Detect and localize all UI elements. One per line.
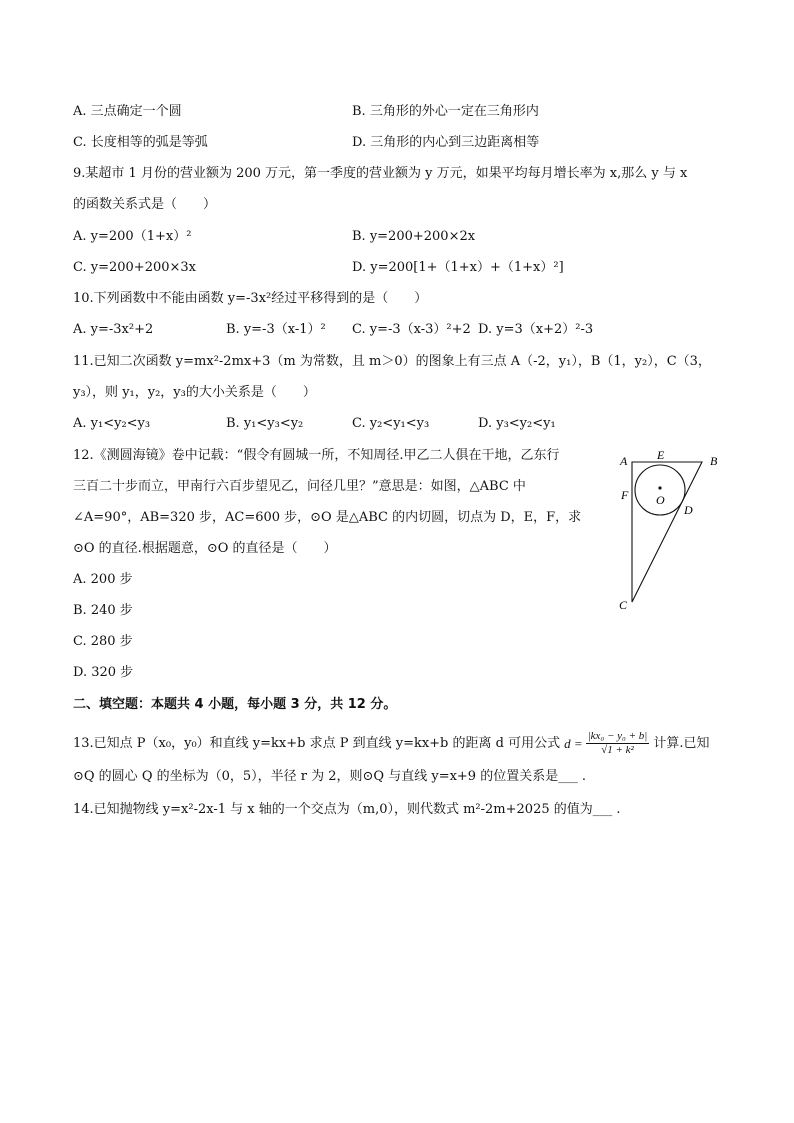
formula-numerator: |kx₀ − y₀ + b| <box>587 730 648 742</box>
q12-option-b: B. 240 步 <box>73 603 133 618</box>
label-b: B <box>710 454 718 468</box>
triangle-incircle-figure <box>612 447 732 617</box>
q13-line2: ⊙Q 的圆心 Q 的坐标为（0，5），半径 r 为 2，则⊙Q 与直线 y=x+9 的位置关系是___ . <box>73 769 586 784</box>
label-d: D <box>684 503 693 517</box>
q13-line1-pre: 13.已知点 P（x₀，y₀）和直线 y=kx+b 求点 P 到直线 y=kx+b 的距离 d 可用公式 <box>73 735 561 751</box>
q8-option-b: B. 三角形的外心一定在三角形内 <box>352 104 539 119</box>
q8-option-a: A. 三点确定一个圆 <box>73 104 182 119</box>
q9-stem-line1: 9.某超市 1 月份的营业额为 200 万元，第一季度的营业额为 y 万元，如果平均每月增长率为 x,那么 y 与 x <box>73 166 688 181</box>
q9-option-a: A. y=200（1+x）² <box>73 229 192 244</box>
q10-option-d: D. y=3（x+2）²-3 <box>478 322 594 337</box>
formula-fraction <box>586 730 650 757</box>
label-f: F <box>621 488 629 502</box>
q12-stem-line1: 12.《测圆海镜》卷中记载：“假令有圆城一所，不知周径.甲乙二人俱在干地，乙东行 <box>73 448 560 463</box>
q9-option-c: C. y=200+200×3x <box>73 260 196 275</box>
incircle <box>635 465 685 515</box>
q12-option-d: D. 320 步 <box>73 665 134 680</box>
q10-option-b: B. y=-3（x-1）² <box>226 322 326 337</box>
q10-option-c: C. y=-3（x-3）²+2 <box>352 322 471 337</box>
q10-stem: 10.下列函数中不能由函数 y=-3x²经过平移得到的是（ ） <box>73 291 428 306</box>
q12-stem-line3: ∠A=90°，AB=320 步，AC=600 步，⊙O 是△ABC 的内切圆，切点为 D，E，F，求 <box>73 510 582 525</box>
q12-stem-line2: 三百二十步而立，甲南行六百步望见乙，问径几里？”意思是：如图，△ABC 中 <box>73 479 526 494</box>
triangle-abc <box>632 462 702 602</box>
q11-option-c: C. y₂<y₁<y₃ <box>352 416 430 431</box>
section-2-heading: 二、填空题：本题共 4 小题，每小题 3 分，共 12 分。 <box>73 697 397 712</box>
q9-stem-line2: 的函数关系式是（ ） <box>73 197 217 212</box>
q14-line: 14.已知抛物线 y=x²-2x-1 与 x 轴的一个交点为（m,0），则代数式 m²-2m+2025 的值为___ . <box>73 802 621 817</box>
formula-denominator: √1 + k² <box>601 744 634 756</box>
q10-option-a: A. y=-3x²+2 <box>73 322 154 337</box>
q11-option-d: D. y₃<y₂<y₁ <box>478 416 556 431</box>
q9-option-b: B. y=200+200×2x <box>352 229 476 244</box>
label-e: E <box>657 448 665 462</box>
q11-stem-line1: 11.已知二次函数 y=mx²-2mx+3（m 为常数，且 m＞0）的图象上有三点 A（-2，y₁），B（1，y₂），C（3， <box>73 354 711 369</box>
label-o: O <box>656 493 665 507</box>
q8-option-d: D. 三角形的内心到三边距离相等 <box>352 135 540 150</box>
label-a: A <box>620 454 628 468</box>
q12-stem-line4: ⊙O 的直径.根据题意，⊙O 的直径是（ ） <box>73 541 337 556</box>
q9-option-d: D. y=200[1+（1+x）+（1+x）²] <box>352 260 564 275</box>
q11-option-b: B. y₁<y₃<y₂ <box>226 416 304 431</box>
q13-line1-post: 计算.已知 <box>653 735 710 751</box>
formula-lhs: d = <box>564 735 583 751</box>
q12-option-c: C. 280 步 <box>73 634 133 649</box>
q8-option-c: C. 长度相等的弧是等弧 <box>73 135 208 150</box>
center-dot <box>658 486 661 489</box>
q12-option-a: A. 200 步 <box>73 572 133 587</box>
q13-line1 <box>73 730 709 757</box>
q11-stem-line2: y₃），则 y₁，y₂，y₃的大小关系是（ ） <box>73 385 316 400</box>
q11-option-a: A. y₁<y₂<y₃ <box>73 416 151 431</box>
label-c: C <box>619 598 628 612</box>
distance-formula <box>564 730 649 757</box>
